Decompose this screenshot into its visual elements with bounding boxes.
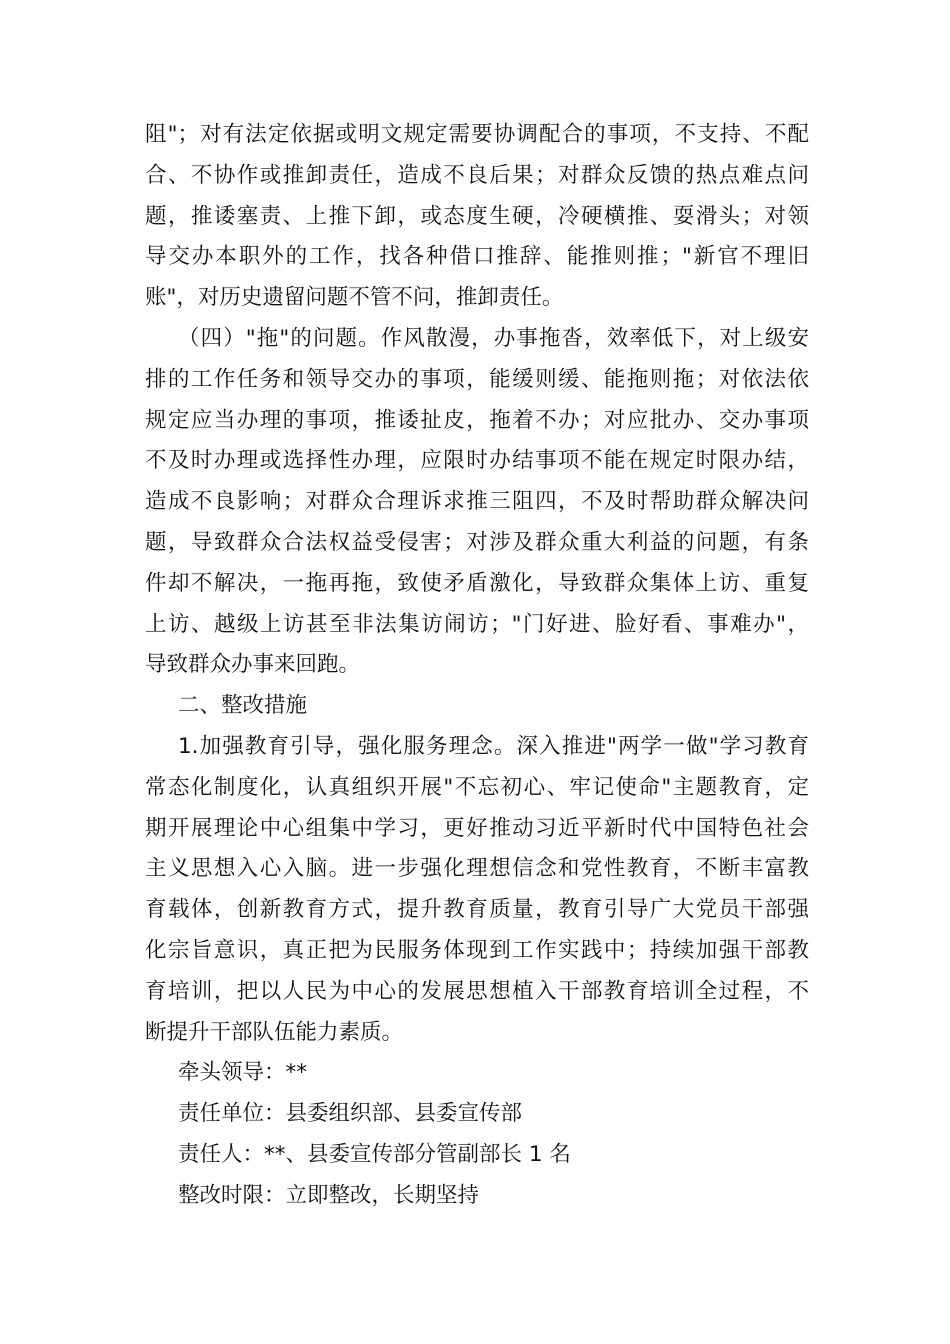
text-line: （四）"拖"的问题。作风散漫，办事拖沓，效率低下，对上级安 (178, 325, 809, 351)
text-line: 断提升干部队伍能力素质。 (145, 1019, 404, 1045)
text-line: 导交办本职外的工作，找各种借口推辞、能推则推；"新官不理旧 (145, 244, 809, 270)
text-line: 规定应当办理的事项，推诿扯皮，拖着不办；对应批办、交办事项 (145, 407, 809, 433)
text-line: 育培训，把以人民为中心的发展思想植入干部教育培训全过程，不 (145, 978, 809, 1004)
text-line: 上访、越级上访甚至非法集访闹访；"门好进、脸好看、事难办"， (145, 611, 809, 637)
responsible-unit: 责任单位：县委组织部、县委宣传部 (178, 1101, 523, 1127)
text-line: 题，推诿塞责、上推下卸，或态度生硬，冷硬横推、耍滑头；对领 (145, 203, 809, 229)
text-line: 阻"；对有法定依据或明文规定需要协调配合的事项，不支持、不配 (145, 122, 809, 147)
text-line: 排的工作任务和领导交办的事项，能缓则缓、能拖则拖；对依法依 (145, 366, 809, 392)
text-line: 账"，对历史遗留问题不管不问，推卸责任。 (145, 285, 564, 311)
text-line: 育载体，创新教育方式，提升教育质量，教育引导广大党员干部强 (145, 897, 809, 923)
text-line: 化宗旨意识，真正把为民服务体现到工作实践中；持续加强干部教 (145, 937, 809, 963)
text-line: 导致群众办事来回跑。 (145, 652, 361, 678)
text-line: 件却不解决，一拖再拖，致使矛盾激化，导致群众集体上访、重复 (145, 570, 809, 596)
text-line: 常态化制度化，认真组织开展"不忘初心、牢记使命"主题教育，定 (145, 774, 809, 800)
text-line: 主义思想入心入脑。进一步强化理想信念和党性教育，不断丰富教 (145, 856, 809, 882)
text-line: 不及时办理或选择性办理，应限时办结事项不能在规定时限办结， (145, 448, 809, 474)
responsible-person: 责任人：**、县委宣传部分管副部长 1 名 (178, 1141, 571, 1167)
section-heading: 二、整改措施 (178, 693, 308, 719)
text-line: 题，导致群众合法权益受侵害；对涉及群众重大利益的问题，有条 (145, 529, 809, 555)
lead-leader: 牵头领导：** (178, 1060, 308, 1086)
text-line: 合、不协作或推卸责任，造成不良后果；对群众反馈的热点难点问 (145, 162, 809, 188)
paragraph-continued (145, 115, 809, 319)
document-body (145, 115, 809, 1217)
rectification-deadline: 整改时限：立即整改，长期坚持 (178, 1182, 480, 1208)
text-line: 造成不良影响；对群众合理诉求推三阻四，不及时帮助群众解决问 (145, 489, 809, 515)
paragraph-four (145, 319, 809, 686)
measure-details (145, 1053, 809, 1216)
text-line: 期开展理论中心组集中学习，更好推动习近平新时代中国特色社会 (145, 815, 809, 841)
text-line: 1.加强教育引导，强化服务理念。深入推进"两学一做"学习教育 (178, 733, 809, 759)
measure-one-paragraph (145, 727, 809, 1053)
